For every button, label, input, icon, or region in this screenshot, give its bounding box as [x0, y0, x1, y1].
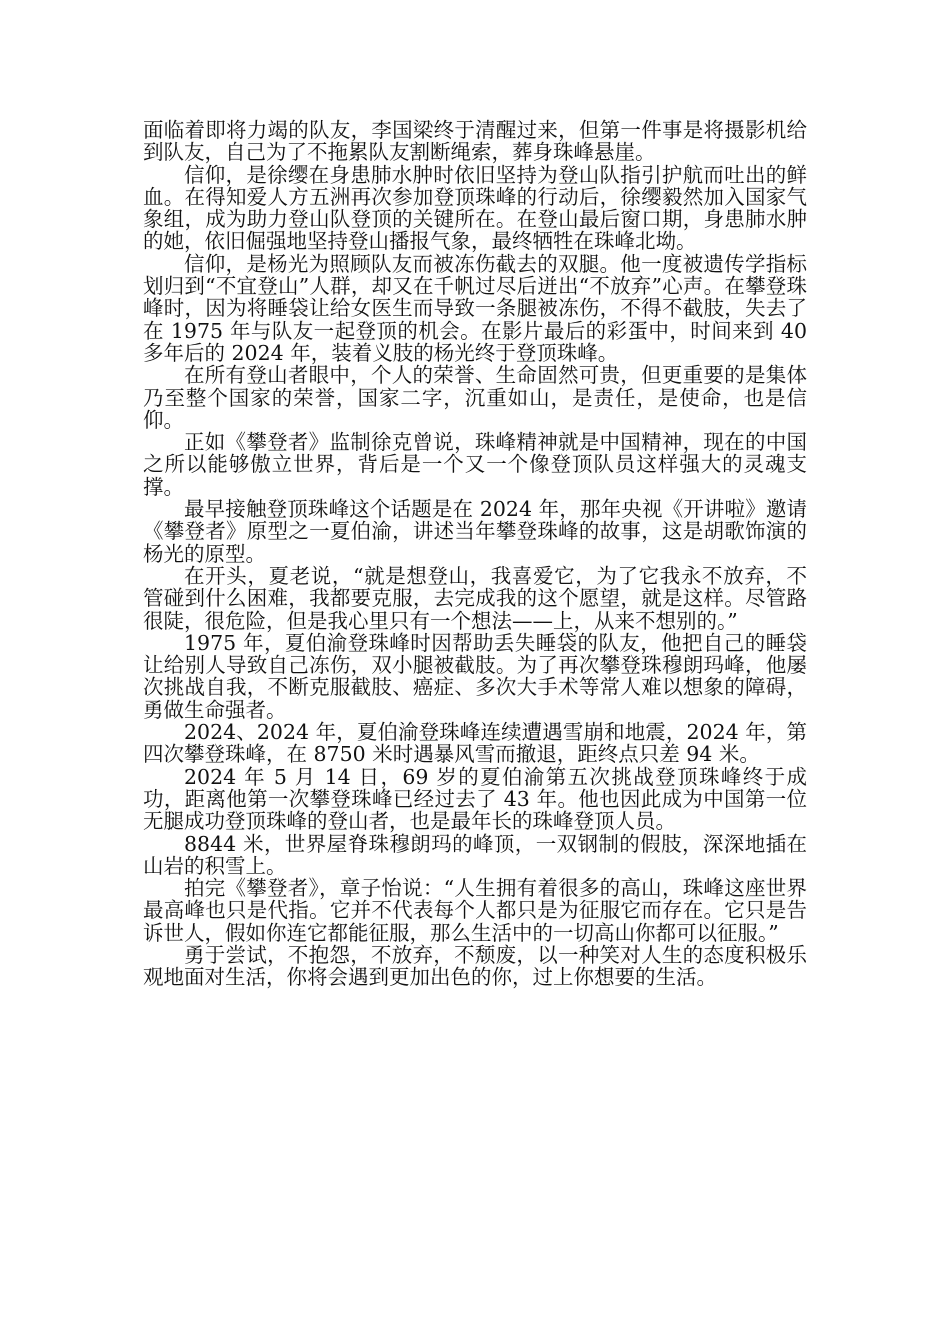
document-body [143, 119, 807, 989]
paragraph-yang-guang: 信仰，是杨光为照顾队友而被冻伤截去的双腿。他一度被遗传学指标划归到“不宜登山”人群，却又在千帆过尽后迸出“不放弃”心声。在攀登珠峰时，因为将睡袋让给女医生而导致一条腿被冻伤，不得不截肢，失去了在 1975 年与队友一起登顶的机会。在影片最后的彩蛋中，时间来到 40 多年后的 2024 年，装着义肢的杨光终于登顶珠峰。 [143, 251, 807, 365]
paragraph-quote-xia: 在开头，夏老说，“就是想登山，我喜爱它，为了它我永不放弃，不管碰到什么困难，我都要克服，去完成我的这个愿望，就是这样。尽管路很陡，很危险，但是我心里只有一个想法——上，从来不想别的。” [143, 563, 807, 633]
paragraph-avalanche: 2024、2024 年，夏伯渝登珠峰连续遭遇雪崩和地震，2024 年，第四次攀登珠峰，在 8750 米时遇暴风雪而撤退，距终点只差 94 米。 [143, 720, 807, 767]
paragraph-collective-honor: 在所有登山者眼中，个人的荣誉、生命固然可贵，但更重要的是集体乃至整个国家的荣誉，国家二字，沉重如山，是责任，是使命，也是信仰。 [143, 363, 807, 432]
paragraph-8844: 8844 米，世界屋脊珠穆朗玛的峰顶，一双钢制的假肢，深深地插在山岩的积雪上。 [143, 831, 807, 878]
paragraph-first-contact: 最早接触登顶珠峰这个话题是在 2024 年，那年央视《开讲啦》邀请《攀登者》原型之一夏伯渝，讲述当年攀登珠峰的故事，这是胡歌饰演的杨光的原型。 [143, 497, 807, 566]
paragraph-zhang-ziyi: 拍完《攀登者》，章子怡说：“人生拥有着很多的高山，珠峰这座世界最高峰也只是代指。它并不代表每个人都只是为征服它而存在。它只是告诉世人，假如你连它都能征服，那么生活中的一切高山你都可以征服。” [143, 876, 807, 945]
paragraph-summit-success: 2024 年 5 月 14 日，69 岁的夏伯渝第五次挑战登顶珠峰终于成功，距离他第一次攀登珠峰已经过去了 43 年。他也因此成为中国第一位无腿成功登顶珠峰的登山者，也是最年长的珠峰登顶人员。 [143, 764, 807, 834]
paragraph-conclusion: 勇于尝试，不抱怨，不放弃，不颓废，以一种笑对人生的态度积极乐观地面对生活，你将会遇到更加出色的你，过上你想要的生活。 [143, 942, 807, 990]
paragraph-1975: 1975 年，夏伯渝登珠峰时因帮助丢失睡袋的队友，他把自己的睡袋让给别人导致自己冻伤，双小腿被截肢。为了再次攀登珠穆朗玛峰，他屡次挑战自我，不断克服截肢、癌症、多次大手术等常人难以想象的障碍，勇做生命强者。 [143, 630, 807, 722]
paragraph-continuation: 面临着即将力竭的队友，李国梁终于清醒过来，但第一件事是将摄影机给到队友，自己为了不拖累队友割断绳索，葬身珠峰悬崖。 [143, 118, 807, 165]
paragraph-xu-ying: 信仰，是徐缨在身患肺水肿时依旧坚持为登山队指引护航而吐出的鲜血。在得知爱人方五洲再次参加登顶珠峰的行动后，徐缨毅然加入国家气象组，成为助力登山队登顶的关键所在。在登山最后窗口期，身患肺水肿的她，依旧倔强地坚持登山播报气象，最终牺牲在珠峰北坳。 [143, 162, 807, 254]
paragraph-tsui-hark: 正如《攀登者》监制徐克曾说，珠峰精神就是中国精神，现在的中国之所以能够傲立世界，背后是一个又一个像登顶队员这样强大的灵魂支撑。 [143, 430, 807, 499]
